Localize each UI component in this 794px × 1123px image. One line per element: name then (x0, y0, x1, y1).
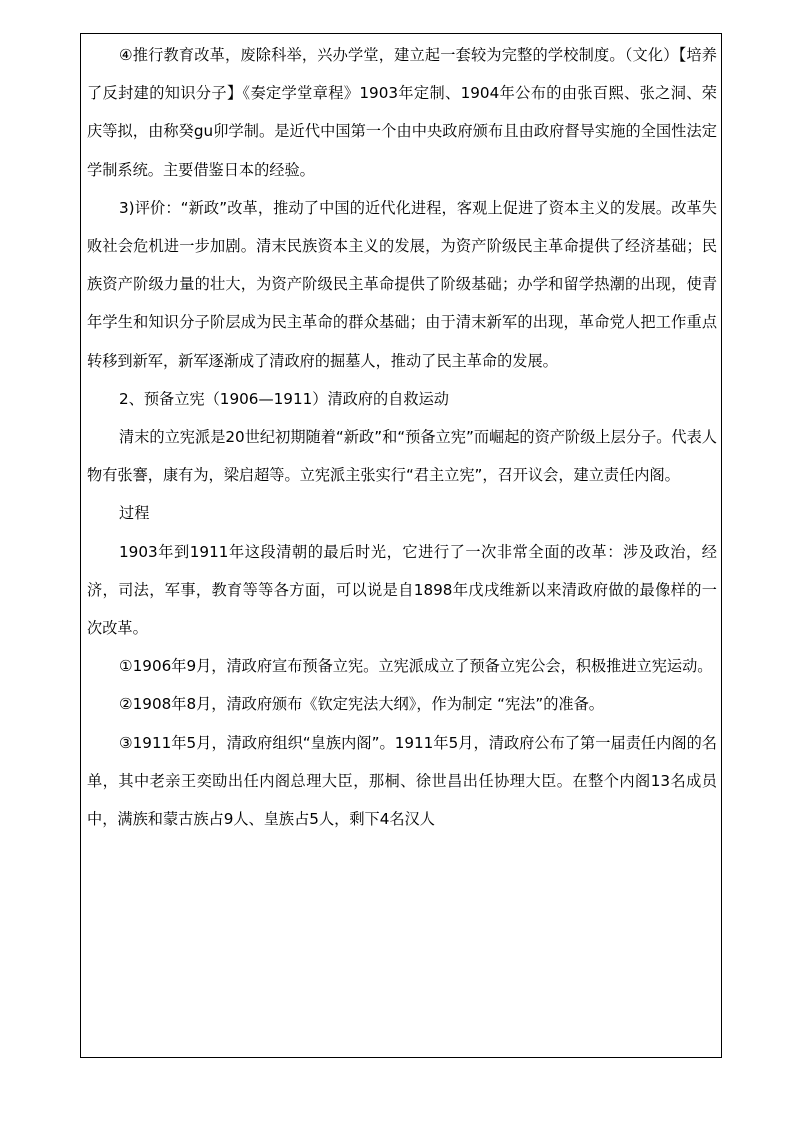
paragraph-reform-overview: 1903年到1911年这段清朝的最后时光，它进行了一次非常全面的改革：涉及政治，经济，司法，军事，教育等等各方面，可以说是自1898年戊戌维新以来清政府做的最像样的一次改革。 (87, 542, 717, 638)
paragraph-step-1911: ③1911年5月，清政府组织“皇族内阁”。1911年5月，清政府公布了第一届责任内阁的名单，其中老亲王奕劻出任内阁总理大臣，那桐、徐世昌出任协理大臣。在整个内阁13名成员中，满族和蒙古族占9人、皇族占5人，剩下4名汉人 (87, 733, 717, 829)
paragraph-constitutionalists: 清末的立宪派是20世纪初期随着“新政”和“预备立宪”而崛起的资产阶级上层分子。代表人物有张謇，康有为，梁启超等。立宪派主张实行“君主立宪”，召开议会，建立责任内阁。 (87, 428, 717, 485)
paragraph-process-heading: 过程 (119, 504, 150, 523)
section-heading-constitution: 2、预备立宪（1906—1911）清政府的自救运动 (119, 389, 449, 408)
paragraph-education-reform: ④推行教育改革，废除科举，兴办学堂，建立起一套较为完整的学校制度。（文化）【培养了反封建的知识分子】《奏定学堂章程》1903年定制、1904年公布的由张百熙、张之洞、荣庆等拟，由称癸gu卯学制。是近代中国第一个由中央政府颁布且由政府督导实施的全国性法定学制系统。主要借鉴日本的经验。 (87, 46, 717, 179)
document-body (87, 36, 717, 838)
paragraph-step-1906: ①1906年9月，清政府宣布预备立宪。立宪派成立了预备立宪公会，积极推进立宪运动。 (119, 657, 713, 676)
paragraph-step-1908: ②1908年8月，清政府颁布《钦定宪法大纲》，作为制定 “宪法”的准备。 (119, 695, 604, 714)
paragraph-evaluation: 3)评价：“新政”改革，推动了中国的近代化进程，客观上促进了资本主义的发展。改革失败社会危机进一步加剧。清末民族资本主义的发展，为资产阶级民主革命提供了经济基础；民族资产阶级力量的壮大，为资产阶级民主革命提供了阶级基础；办学和留学热潮的出现，使青年学生和知识分子阶层成为民主革命的群众基础；由于清末新军的出现，革命党人把工作重点转移到新军，新军逐渐成了清政府的掘墓人，推动了民主革命的发展。 (87, 198, 717, 370)
